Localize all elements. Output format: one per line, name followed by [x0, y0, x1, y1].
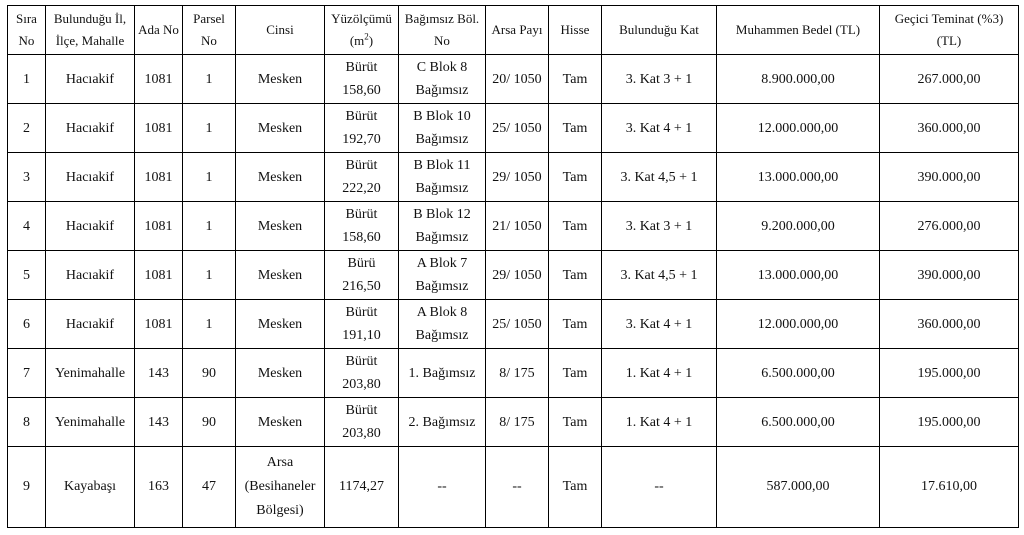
- header-ada: Ada No: [135, 6, 183, 55]
- header-cinsi: Cinsi: [236, 6, 325, 55]
- unit-prefix: (m: [349, 33, 365, 48]
- cell-yuzolcumu-line: 158,60: [342, 230, 381, 245]
- cell-hisse: Tam: [549, 202, 602, 251]
- cell-mahalle: Hacıakif: [46, 104, 135, 153]
- table-row: [8, 300, 1019, 349]
- cell-yuzolcumu-line: Bürüt: [345, 403, 378, 418]
- cell-cinsi: [236, 202, 325, 251]
- cell-yuzolcumu-line: Bürüt: [345, 207, 378, 222]
- cell-bedel: 6.500.000,00: [717, 349, 880, 398]
- cell-bolum-line: Bağımsız: [415, 328, 469, 343]
- cell-ada: 1081: [135, 104, 183, 153]
- cell-bolum: [399, 153, 486, 202]
- cell-teminat: 276.000,00: [880, 202, 1019, 251]
- header-teminat-line-2: (TL): [936, 33, 962, 48]
- cell-teminat: 360.000,00: [880, 104, 1019, 153]
- cell-bedel: 13.000.000,00: [717, 153, 880, 202]
- cell-bedel: 12.000.000,00: [717, 104, 880, 153]
- cell-yuzolcumu-line: 158,60: [342, 83, 381, 98]
- cell-bolum-line: B Blok 10: [413, 109, 471, 124]
- cell-bolum: [399, 349, 486, 398]
- cell-kat: 3. Kat 4,5 + 1: [602, 251, 717, 300]
- table-row: [8, 349, 1019, 398]
- cell-arsa-payi: 29/ 1050: [486, 153, 549, 202]
- cell-parsel: 1: [183, 300, 236, 349]
- cell-yuzolcumu-line: Bürüt: [345, 60, 378, 75]
- header-kat: Bulunduğu Kat: [602, 6, 717, 55]
- cell-teminat: 17.610,00: [880, 447, 1019, 528]
- cell-sira: 9: [8, 447, 46, 528]
- header-parsel-line-2: No: [201, 33, 217, 48]
- table-body: [8, 55, 1019, 528]
- cell-hisse: Tam: [549, 447, 602, 528]
- header-mahalle-line-2: İlçe, Mahalle: [55, 33, 125, 48]
- header-sira-line-1: Sıra: [16, 11, 37, 26]
- cell-ada: 1081: [135, 300, 183, 349]
- cell-arsa-payi: 8/ 175: [486, 398, 549, 447]
- cell-arsa-payi: 8/ 175: [486, 349, 549, 398]
- cell-kat: 3. Kat 4 + 1: [602, 300, 717, 349]
- cell-cinsi-line: Mesken: [257, 316, 303, 332]
- cell-yuzolcumu: [325, 202, 399, 251]
- table-row: [8, 153, 1019, 202]
- cell-cinsi-line: Mesken: [257, 414, 303, 430]
- cell-cinsi: [236, 300, 325, 349]
- cell-cinsi: [236, 153, 325, 202]
- cell-bolum: [399, 447, 486, 528]
- ihale-table: [7, 5, 1019, 528]
- header-arsa-payi: Arsa Payı: [486, 6, 549, 55]
- cell-yuzolcumu: [325, 349, 399, 398]
- cell-bolum-line: B Blok 11: [413, 158, 471, 173]
- cell-mahalle: Hacıakif: [46, 202, 135, 251]
- cell-cinsi-line: Bölgesi): [256, 503, 304, 518]
- header-bolum: [399, 6, 486, 55]
- table-row: [8, 251, 1019, 300]
- header-parsel-line-1: Parsel: [193, 11, 225, 26]
- header-yuzolcumu-unit: [327, 30, 396, 52]
- cell-sira: 2: [8, 104, 46, 153]
- cell-bolum: [399, 202, 486, 251]
- cell-mahalle: Hacıakif: [46, 300, 135, 349]
- cell-yuzolcumu-line: 191,10: [342, 328, 381, 343]
- header-teminat: [880, 6, 1019, 55]
- cell-yuzolcumu: [325, 398, 399, 447]
- cell-cinsi-line: Mesken: [257, 169, 303, 185]
- cell-bolum-line: Bağımsız: [415, 132, 469, 147]
- cell-kat: 3. Kat 3 + 1: [602, 202, 717, 251]
- header-bolum-line-2: No: [434, 33, 450, 48]
- cell-mahalle: Yenimahalle: [46, 398, 135, 447]
- cell-bolum-line: Bağımsız: [415, 83, 469, 98]
- cell-teminat: 195.000,00: [880, 398, 1019, 447]
- header-bedel: Muhammen Bedel (TL): [717, 6, 880, 55]
- cell-parsel: 1: [183, 104, 236, 153]
- cell-sira: 1: [8, 55, 46, 104]
- cell-ada: 1081: [135, 55, 183, 104]
- cell-parsel: 90: [183, 398, 236, 447]
- cell-kat: --: [602, 447, 717, 528]
- cell-bolum: [399, 55, 486, 104]
- cell-hisse: Tam: [549, 398, 602, 447]
- cell-arsa-payi: 29/ 1050: [486, 251, 549, 300]
- cell-cinsi-line: Mesken: [257, 120, 303, 136]
- cell-cinsi: [236, 55, 325, 104]
- cell-yuzolcumu: [325, 447, 399, 528]
- cell-yuzolcumu-line: Bürüt: [345, 354, 378, 369]
- cell-ada: 1081: [135, 153, 183, 202]
- cell-cinsi-line: Mesken: [257, 71, 303, 87]
- cell-bolum-line: B Blok 12: [413, 207, 471, 222]
- cell-ada: 1081: [135, 251, 183, 300]
- cell-yuzolcumu: [325, 55, 399, 104]
- cell-yuzolcumu: [325, 300, 399, 349]
- header-bolum-line-1: Bağımsız Böl.: [404, 11, 480, 26]
- cell-teminat: 390.000,00: [880, 251, 1019, 300]
- cell-arsa-payi: 25/ 1050: [486, 104, 549, 153]
- cell-cinsi: [236, 447, 325, 528]
- cell-yuzolcumu-line: Bürüt: [345, 158, 378, 173]
- cell-bolum-line: C Blok 8: [416, 60, 468, 75]
- cell-bolum-line: Bağımsız: [415, 279, 469, 294]
- unit-exponent: 2: [364, 31, 369, 42]
- cell-sira: 5: [8, 251, 46, 300]
- cell-yuzolcumu-line: 192,70: [342, 132, 381, 147]
- cell-kat: 3. Kat 4 + 1: [602, 104, 717, 153]
- cell-yuzolcumu: [325, 251, 399, 300]
- cell-teminat: 390.000,00: [880, 153, 1019, 202]
- cell-teminat: 360.000,00: [880, 300, 1019, 349]
- cell-yuzolcumu-line: Bürüt: [345, 109, 378, 124]
- header-sira: [8, 6, 46, 55]
- cell-arsa-payi: 25/ 1050: [486, 300, 549, 349]
- header-sira-line-2: No: [18, 33, 35, 48]
- cell-bolum: [399, 251, 486, 300]
- cell-arsa-payi: 20/ 1050: [486, 55, 549, 104]
- cell-yuzolcumu-line: 203,80: [342, 426, 381, 441]
- cell-hisse: Tam: [549, 55, 602, 104]
- header-hisse: Hisse: [549, 6, 602, 55]
- cell-bolum: [399, 398, 486, 447]
- cell-yuzolcumu: [325, 104, 399, 153]
- cell-yuzolcumu-line: 203,80: [342, 377, 381, 392]
- cell-yuzolcumu-line: 222,20: [342, 181, 381, 196]
- cell-bolum-line: 2. Bağımsız: [408, 414, 476, 430]
- cell-parsel: 1: [183, 55, 236, 104]
- cell-bedel: 12.000.000,00: [717, 300, 880, 349]
- cell-arsa-payi: 21/ 1050: [486, 202, 549, 251]
- table-row: [8, 398, 1019, 447]
- cell-bedel: 6.500.000,00: [717, 398, 880, 447]
- cell-parsel: 90: [183, 349, 236, 398]
- unit-suffix: ): [368, 33, 374, 48]
- header-mahalle: [46, 6, 135, 55]
- cell-kat: 3. Kat 4,5 + 1: [602, 153, 717, 202]
- cell-mahalle: Hacıakif: [46, 55, 135, 104]
- cell-ada: 143: [135, 398, 183, 447]
- cell-kat: 1. Kat 4 + 1: [602, 398, 717, 447]
- cell-bedel: 9.200.000,00: [717, 202, 880, 251]
- table-row: [8, 447, 1019, 528]
- header-yuzolcumu: [325, 6, 399, 55]
- cell-kat: 1. Kat 4 + 1: [602, 349, 717, 398]
- cell-cinsi: [236, 349, 325, 398]
- cell-kat: 3. Kat 3 + 1: [602, 55, 717, 104]
- header-mahalle-line-1: Bulunduğu İl,: [53, 11, 127, 26]
- cell-parsel: 1: [183, 153, 236, 202]
- cell-parsel: 47: [183, 447, 236, 528]
- cell-arsa-payi: --: [486, 447, 549, 528]
- cell-mahalle: Hacıakif: [46, 153, 135, 202]
- cell-sira: 8: [8, 398, 46, 447]
- cell-yuzolcumu: [325, 153, 399, 202]
- cell-mahalle: Yenimahalle: [46, 349, 135, 398]
- cell-bedel: 13.000.000,00: [717, 251, 880, 300]
- cell-sira: 6: [8, 300, 46, 349]
- cell-hisse: Tam: [549, 349, 602, 398]
- cell-ada: 1081: [135, 202, 183, 251]
- cell-cinsi-line: Arsa: [266, 455, 294, 470]
- cell-bolum-line: 1. Bağımsız: [408, 365, 476, 381]
- header-teminat-line-1: Geçici Teminat (%3): [894, 11, 1004, 26]
- cell-cinsi: [236, 104, 325, 153]
- table-row: [8, 55, 1019, 104]
- cell-cinsi-line: (Besihaneler: [244, 479, 316, 494]
- cell-ada: 143: [135, 349, 183, 398]
- cell-bolum-line: A Blok 8: [416, 305, 468, 320]
- cell-sira: 4: [8, 202, 46, 251]
- cell-cinsi-line: Mesken: [257, 218, 303, 234]
- cell-parsel: 1: [183, 251, 236, 300]
- cell-cinsi: [236, 398, 325, 447]
- cell-bolum-line: A Blok 7: [416, 256, 468, 271]
- cell-bolum-line: Bağımsız: [415, 230, 469, 245]
- header-yuzolcumu-line-1: Yüzölçümü: [331, 11, 392, 26]
- cell-hisse: Tam: [549, 104, 602, 153]
- cell-teminat: 195.000,00: [880, 349, 1019, 398]
- cell-cinsi-line: Mesken: [257, 267, 303, 283]
- cell-bolum: [399, 300, 486, 349]
- cell-bolum: [399, 104, 486, 153]
- cell-yuzolcumu-line: 216,50: [342, 279, 381, 294]
- cell-bedel: 587.000,00: [717, 447, 880, 528]
- cell-teminat: 267.000,00: [880, 55, 1019, 104]
- cell-bolum-line: --: [437, 479, 447, 494]
- cell-mahalle: Kayabaşı: [46, 447, 135, 528]
- cell-sira: 7: [8, 349, 46, 398]
- cell-hisse: Tam: [549, 300, 602, 349]
- cell-parsel: 1: [183, 202, 236, 251]
- cell-bolum-line: Bağımsız: [415, 181, 469, 196]
- cell-ada: 163: [135, 447, 183, 528]
- table-row: [8, 104, 1019, 153]
- header-parsel: [183, 6, 236, 55]
- cell-cinsi-line: Mesken: [257, 365, 303, 381]
- cell-mahalle: Hacıakif: [46, 251, 135, 300]
- cell-yuzolcumu-line: Bürüt: [345, 305, 378, 320]
- cell-hisse: Tam: [549, 251, 602, 300]
- cell-cinsi: [236, 251, 325, 300]
- cell-yuzolcumu-line: 1174,27: [339, 479, 384, 494]
- cell-sira: 3: [8, 153, 46, 202]
- table-row: [8, 202, 1019, 251]
- cell-hisse: Tam: [549, 153, 602, 202]
- header-row: [8, 6, 1019, 55]
- cell-bedel: 8.900.000,00: [717, 55, 880, 104]
- cell-yuzolcumu-line: Bürü: [347, 256, 376, 271]
